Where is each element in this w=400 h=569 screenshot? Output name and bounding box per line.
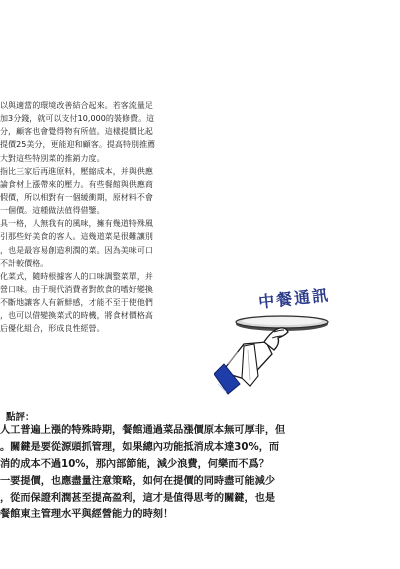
comment-line: ，從而保證利潤甚至提高盈利，這才是值得思考的關鍵，也是 [0, 492, 276, 504]
article-line: 不斷地讓客人有新鮮感，才能不至于使他們 [0, 298, 153, 308]
article-line: 后優化組合，形成良性經營。 [0, 324, 105, 334]
comment-body [0, 423, 400, 524]
article-line: 指比三家后再進原料，壓縮成本，并與供應 [0, 166, 153, 176]
comment-line: 消的成本不過10%，那內部節能，減少浪費，何樂而不爲？ [0, 458, 269, 470]
comment-line: 一要提價，也應盡量注意策略，如何在提價的同時盡可能減少 [0, 475, 276, 487]
article-line: 不計較價格。 [0, 258, 49, 268]
article-line: 加3分錢，就可以支付10,000的裝修費。這 [0, 114, 155, 124]
publication-logo [214, 280, 329, 400]
logo-title: 中餐通訊 [257, 285, 331, 312]
article-line: 提價25美分，更能迎和顧客。提高特別推薦 [0, 140, 156, 150]
article-line: 具一格，人無我有的風味，擁有幾道特殊風 [0, 219, 153, 229]
article-line: ，也可以借變換菜式的時機，將食材價格高 [0, 311, 153, 321]
article-line: 分，顧客也會覺得物有所值。這樣提價比起 [0, 127, 153, 137]
article-body [0, 99, 196, 336]
article-line: 引那些好美食的客人。這幾道菜是很難讓別 [0, 232, 153, 242]
article-line: 化菜式，隨時根據客人的口味調整菜單，并 [0, 271, 153, 281]
comment-line: 。關鍵是要從源頭抓管理，如果總內功能抵消成本達30%，而 [0, 441, 280, 453]
article-line: ，也是最容易創造利潤的菜。因為美味可口 [0, 245, 153, 255]
article-line: 論食材上漲帶來的壓力。有些餐館與供應商 [0, 179, 153, 189]
blank-header-area [0, 0, 400, 96]
article-line: 大對這些特別菜的推銷力度。 [0, 153, 105, 163]
article-line: 假價，所以相對有一個緩衝期，原材料不會 [0, 192, 153, 202]
comment-line: 人工普遍上漲的特殊時期，餐館通過菜品漲價原本無可厚非，但 [0, 425, 286, 436]
comment-heading: 點評： [6, 412, 35, 423]
article-line: 以與適當的環境改善結合起來。若客流量足 [0, 101, 153, 110]
article-line: 營口味。由于現代消費者對飲食的嗜好變換 [0, 284, 153, 294]
article-line: 一個價。這種做法值得借鑒。 [0, 206, 105, 216]
comment-line: 餐館東主管理水平與經營能力的時刻！ [0, 509, 174, 521]
